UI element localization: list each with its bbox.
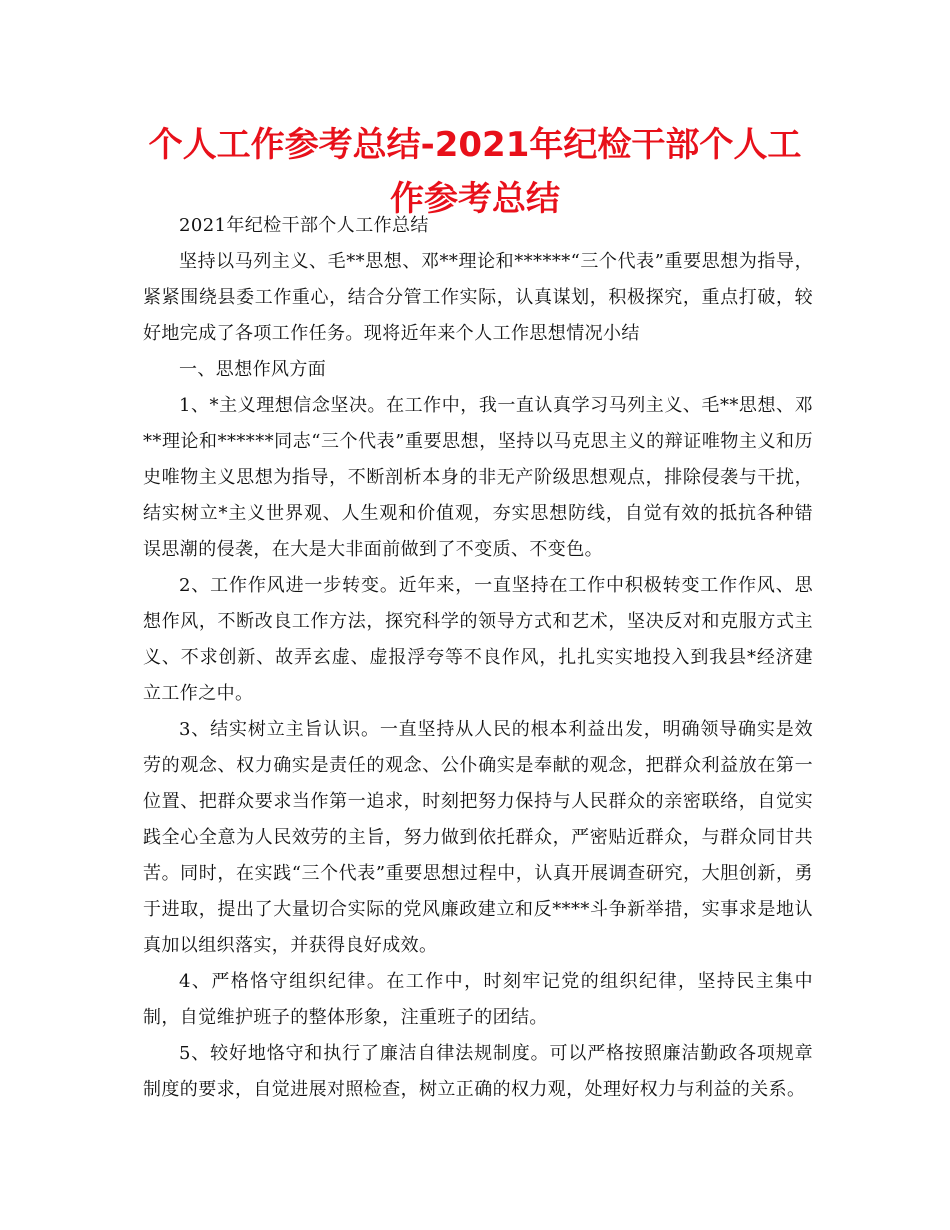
paragraph-intro: 坚持以马列主义、毛**思想、邓**理论和******“三个代表”重要思想为指导，紧紧围绕县委工作重心，结合分管工作实际，认真谋划，积极探究，重点打破，较好地完成了各项工作任务。现将近年来个人工作思想情况小结 bbox=[143, 251, 813, 344]
paragraph-item-5: 5、较好地恪守和执行了廉洁自律法规制度。可以严格按照廉洁勤政各项规章制度的要求，自觉进展对照检查，树立正确的权力观，处理好权力与利益的关系。 bbox=[143, 1043, 813, 1100]
document-title: 个人工作参考总结-2021年纪检干部个人工作参考总结 bbox=[148, 125, 802, 219]
paragraph-subtitle: 2021年纪检干部个人工作总结 bbox=[179, 215, 429, 236]
paragraph-item-3: 3、结实树立主旨认识。一直坚持从人民的根本利益出发，明确领导确实是效劳的观念、权力确实是责任的观念、公仆确实是奉献的观念，把群众利益放在第一位置、把群众要求当作第一追求，时刻把努力保持与人民群众的亲密联络，自觉实践全心全意为人民效劳的主旨，努力做到依托群众，严密贴近群众，与群众同甘共苦。同时，在实践“三个代表”重要思想过程中，认真开展调查研究，大胆创新，勇于进取，提出了大量切合实际的党风廉政建立和反****斗争新举措，实事求是地认真加以组织落实，并获得良好成效。 bbox=[143, 719, 813, 956]
section-heading: 一、思想作风方面 bbox=[179, 359, 327, 380]
paragraph-item-2: 2、工作作风进一步转变。近年来，一直坚持在工作中积极转变工作作风、思想作风，不断改良工作方法，探究科学的领导方式和艺术，坚决反对和克服方式主义、不求创新、故弄玄虚、虚报浮夸等不良作风，扎扎实实地投入到我县*经济建立工作之中。 bbox=[143, 575, 813, 704]
document-body bbox=[143, 208, 813, 1108]
paragraph-item-4: 4、严格恪守组织纪律。在工作中，时刻牢记党的组织纪律，坚持民主集中制，自觉维护班子的整体形象，注重班子的团结。 bbox=[143, 971, 813, 1028]
paragraph-item-1: 1、*主义理想信念坚决。在工作中，我一直认真学习马列主义、毛**思想、邓**理论和******同志“三个代表”重要思想，坚持以马克思主义的辩证唯物主义和历史唯物主义思想为指导，不断剖析本身的非无产阶级思想观点，排除侵袭与干扰，结实树立*主义世界观、人生观和价值观，夯实思想防线，自觉有效的抵抗各种错误思潮的侵袭，在大是大非面前做到了不变质、不变色。 bbox=[143, 395, 813, 560]
